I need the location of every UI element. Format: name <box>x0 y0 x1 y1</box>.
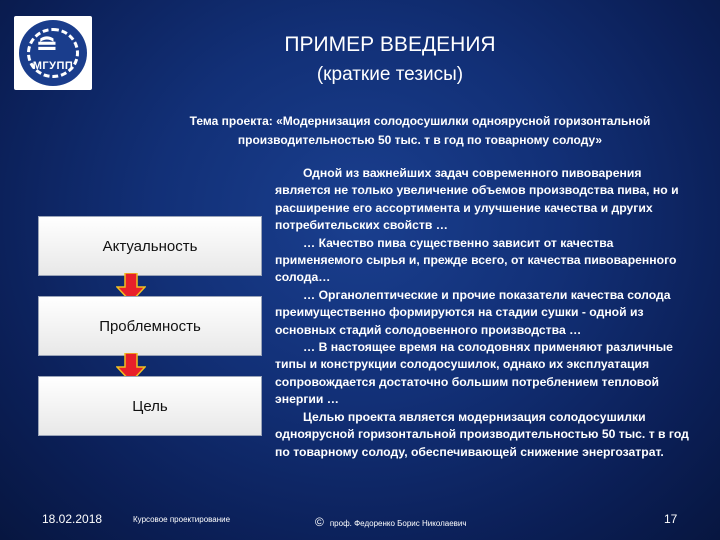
footer-author-name: проф. Федоренко Борис Николаевич <box>329 519 467 528</box>
project-topic <box>140 112 700 150</box>
footer-date: 18.02.2018 <box>42 512 103 526</box>
slide-subtitle: (краткие тезисы) <box>316 64 464 85</box>
footer-course: Курсовое проектирование <box>133 515 231 524</box>
flow-box-goal: Цель <box>38 376 262 436</box>
slide-title: ПРИМЕР ВВЕДЕНИЯ <box>284 33 496 56</box>
university-logo <box>14 16 92 90</box>
body-paragraph: Целью проекта является модернизация солодосушилки одноярусной горизонтальной производительностью 50 тыс. т в год по товарному солоду, обеспечивающей снижение энергозатрат. <box>275 409 689 459</box>
project-topic-line2: производительностью 50 тыс. т в год по товарному солоду» <box>237 133 603 147</box>
flow-box-problem: Проблемность <box>38 296 262 356</box>
body-paragraph: Одной из важнейших задач современного пивоварения является не только увеличение объемов производства пива, но и расширение его ассортимента и улучшение качества и других потребительских свойств … <box>275 166 679 233</box>
copyright-icon: © <box>315 515 324 529</box>
body-paragraph: … Качество пива существенно зависит от качества применяемого сырья и, прежде всего, от качества пивоваренного солода… <box>275 235 677 285</box>
flow-box-relevance: Актуальность <box>38 216 262 276</box>
footer-author <box>315 515 467 529</box>
body-paragraph: … В настоящее время на солодовнях применяют различные типы и конструкции солодосушилок, однако их эксплуатация сопровождается достаточно большим потреблением тепловой энергии … <box>275 340 673 407</box>
body-text <box>275 165 700 461</box>
logo-text: МГУПП <box>32 60 74 72</box>
footer-page-number: 17 <box>664 512 678 526</box>
project-topic-line1: Тема проекта: «Модернизация солодосушилки одноярусной горизонтальной <box>189 114 651 128</box>
body-paragraph: … Органолептические и прочие показатели качества солода преимущественно формируются на стадии сушки - одной из основных стадий солодовенного производства … <box>275 287 671 337</box>
logo-mark-icon: ≘ <box>36 30 58 60</box>
